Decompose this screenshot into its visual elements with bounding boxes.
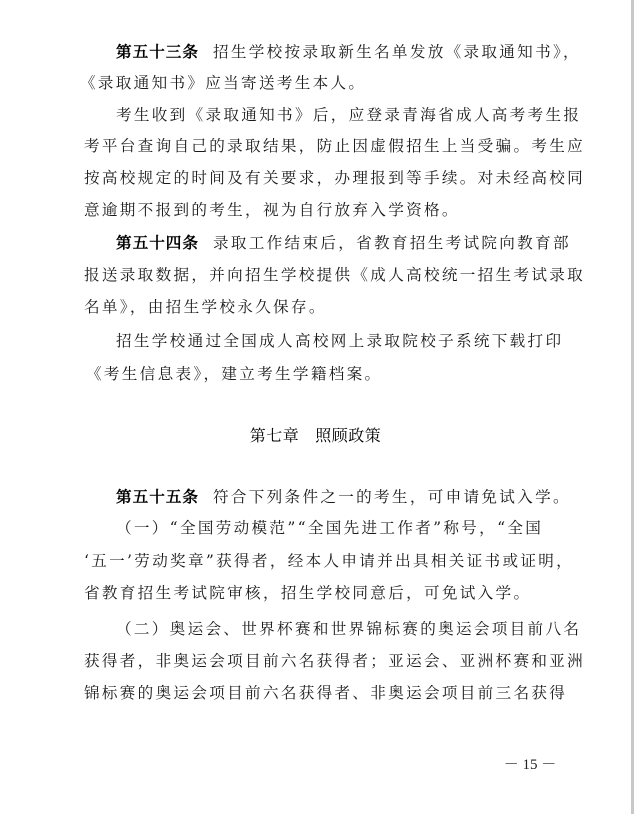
article-55-line-1	[116, 485, 576, 509]
list-item-1-line: 省教育招生考试院审核，招生学校同意后，可免试入学。	[84, 584, 532, 602]
paragraph-line: 考平台查询自己的录取结果，防止因虚假招生上当受骗。考生应	[84, 137, 586, 155]
article-54-line-1	[116, 231, 576, 255]
article-53-line-2: 《录取通知书》应当寄送考生本人。	[80, 74, 367, 92]
paragraph-line: 招生学校通过全国成人高校网上录取院校子系统下载打印	[116, 332, 564, 350]
list-item-2-line: 获得者，非奥运会项目前六名获得者；亚运会、亚洲杯赛和亚洲	[84, 652, 586, 670]
paragraph-line: 《考生信息表》，建立考生学籍档案。	[86, 365, 383, 383]
chapter-heading	[0, 424, 631, 448]
article-number: 第五十四条	[116, 234, 199, 252]
paragraph-line: 考生收到《录取通知书》后，应登录青海省成人高考考生报	[116, 106, 582, 124]
list-item-1-line: （一）“全国劳动模范”“全国先进工作者”称号，“全国	[116, 519, 544, 537]
article-text: 录取工作结束后，省教育招生考试院向教育部	[212, 234, 571, 252]
article-text: 招生学校按录取新生名单发放《录取通知书》，	[212, 43, 581, 61]
page-number: － 15 －	[503, 757, 557, 773]
article-53-line-1	[116, 40, 581, 64]
article-number: 第五十三条	[116, 43, 199, 61]
list-item-2-line: 锦标赛的奥运会项目前六名获得者、非奥运会项目前三名获得	[84, 684, 568, 702]
chapter-number: 第七章	[249, 426, 300, 445]
article-text: 符合下列条件之一的考生，可申请免试入学。	[212, 488, 571, 506]
paragraph-line: 按高校规定的时间及有关要求，办理报到等手续。对未经高校同	[84, 169, 586, 187]
chapter-title: 照顾政策	[315, 426, 382, 445]
list-item-2-line: （二）奥运会、世界杯赛和世界锦标赛的奥运会项目前八名	[116, 620, 582, 638]
article-54-line-2: 报送录取数据，并向招生学校提供《成人高校统一招生考试录取	[84, 266, 586, 284]
article-number: 第五十五条	[116, 488, 199, 506]
list-item-1-line: ‘五一’劳动奖章”获得者，经本人申请并出具相关证书或证明，	[84, 552, 575, 570]
article-54-line-3: 名单》，由招生学校永久保存。	[84, 298, 327, 316]
paragraph-line: 意逾期不报到的考生，视为自行放弃入学资格。	[84, 201, 460, 219]
